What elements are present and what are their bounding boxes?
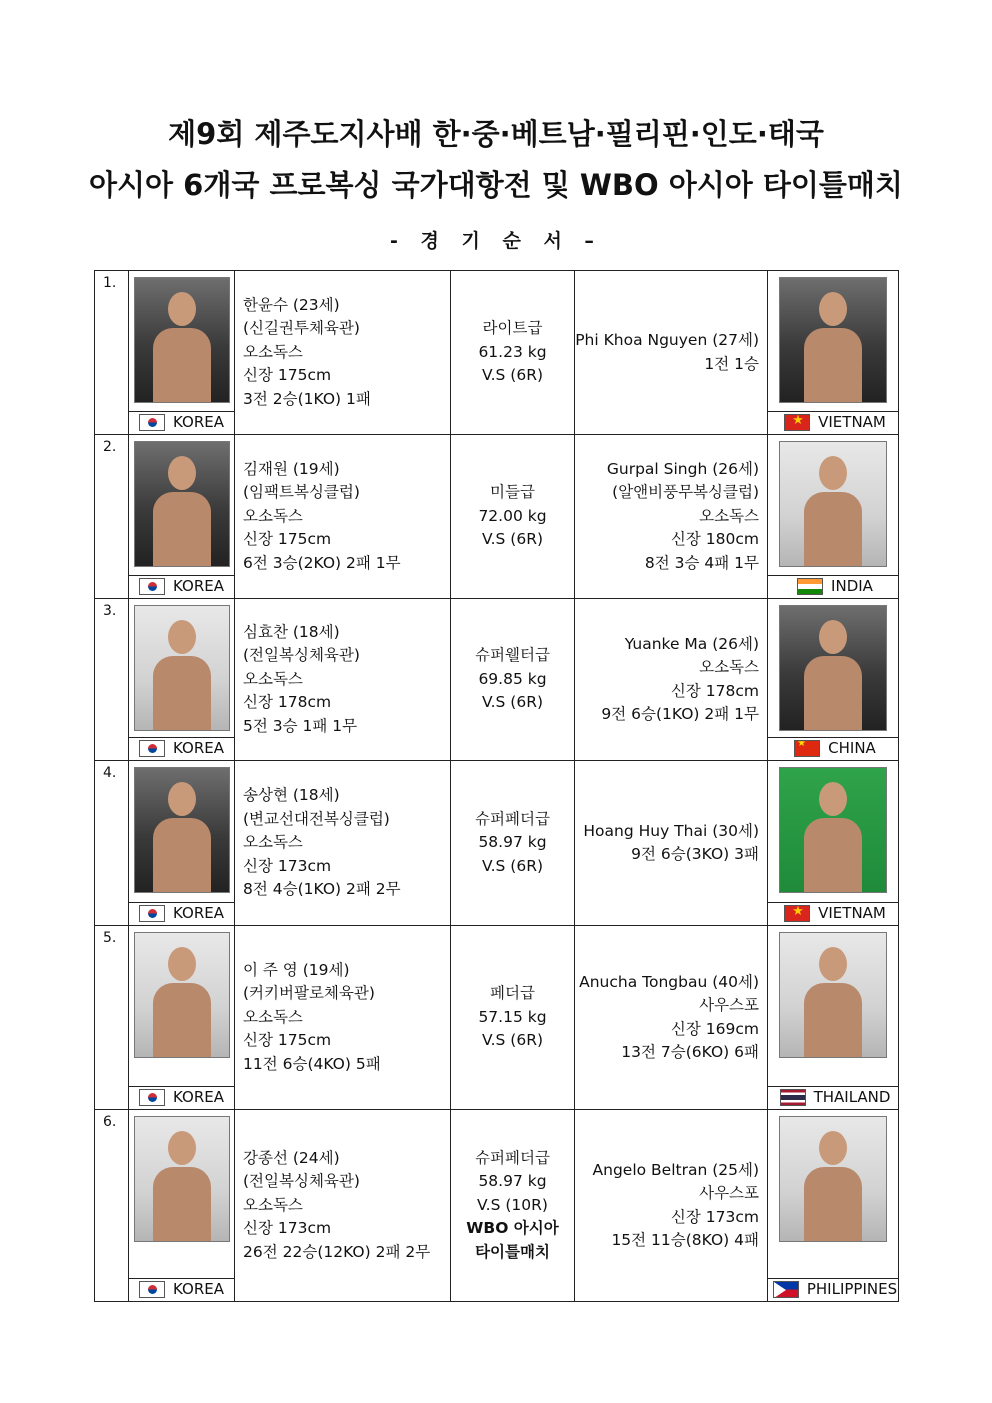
fighter-info-line: 8전 3승 4패 1무 (644, 553, 759, 572)
fighter-photo (134, 932, 230, 1058)
weight-info-line: 페더급 (490, 984, 535, 1003)
fighter-torso (153, 328, 211, 402)
weight-info-line: 58.97 kg (478, 833, 547, 852)
bout-number: 1. (95, 271, 129, 435)
fighter-info-line: 심효찬 (18세) (243, 622, 340, 641)
fighter-torso (153, 656, 211, 730)
country-name: INDIA (831, 577, 873, 595)
country-label (129, 1086, 234, 1107)
country-label (768, 737, 898, 758)
opponent-fighter-photo-cell (768, 435, 899, 599)
fighter-info-line: 3전 2승(1KO) 1패 (243, 389, 371, 408)
fighter-head (819, 947, 847, 981)
fighter-photo (779, 1116, 887, 1242)
fighter-info-line: 1전 1승 (704, 354, 759, 373)
fighter-info-line: 신장 169cm (670, 1019, 759, 1038)
country-label (768, 902, 898, 923)
fighter-info-line: 오소독스 (243, 1195, 303, 1214)
country-label (768, 1086, 898, 1107)
fighter-info-line: 9전 6승(1KO) 2패 1무 (601, 705, 759, 723)
fighter-photo (779, 932, 887, 1058)
weight-class-info (451, 435, 575, 599)
weight-class-info (451, 926, 575, 1110)
fighter-info-line: 신장 175cm (243, 530, 332, 549)
opponent-fighter-photo-cell (768, 926, 899, 1110)
opponent-fighter-info (575, 761, 768, 926)
fighter-torso (804, 1167, 862, 1241)
weight-info-line: V.S (6R) (481, 366, 544, 385)
weight-info-line: 58.97 kg (478, 1172, 547, 1191)
bout-row (95, 926, 899, 1110)
fighter-info-line: 오소독스 (243, 342, 303, 361)
fighter-torso (153, 1167, 211, 1241)
weight-class-info (451, 761, 575, 926)
fighter-photo (134, 767, 230, 893)
fighter-head (168, 947, 196, 981)
bout-row (95, 1110, 899, 1302)
fighter-info-line: 사우스포 (699, 996, 759, 1014)
weight-info-line: 61.23 kg (478, 342, 547, 361)
country-name: KOREA (173, 577, 224, 595)
fighter-head (168, 456, 196, 490)
korean-fighter-photo-cell (129, 926, 235, 1110)
country-label (768, 411, 898, 432)
country-name: THAILAND (813, 1088, 891, 1106)
fighter-info-line: 김재원 (19세) (243, 459, 340, 478)
subtitle: - 경 기 순 서 – (390, 230, 602, 252)
fighter-info-line: 신장 175cm (243, 1031, 332, 1050)
bout-number: 5. (95, 926, 129, 1110)
bout-number: 3. (95, 599, 129, 761)
fighter-head (819, 1131, 847, 1165)
fighter-info-line: 오소독스 (243, 1007, 303, 1026)
fighter-info-line: 강종선 (24세) (243, 1148, 340, 1167)
weight-info-line: V.S (6R) (481, 530, 544, 549)
fighter-photo (779, 605, 887, 731)
weight-info-line: 슈퍼웰터급 (475, 646, 550, 665)
fighter-info-line: (신길권투체육관) (243, 319, 360, 338)
fighter-info-line: 오소독스 (243, 506, 303, 525)
country-label (768, 1278, 898, 1299)
fighter-head (819, 292, 847, 326)
korean-fighter-photo-cell (129, 271, 235, 435)
fighter-info-line: 5전 3승 1패 1무 (243, 716, 358, 735)
fighter-info-line: Yuanke Ma (26세) (624, 634, 759, 653)
fighter-head (168, 1131, 196, 1165)
bout-number: 2. (95, 435, 129, 599)
fighter-info-line: 신장 180cm (670, 530, 759, 549)
flag-korea-icon (139, 905, 165, 922)
weight-info-line: V.S (10R) (477, 1195, 548, 1214)
fighter-info-line: (커키버팔로체육관) (243, 984, 375, 1003)
fighter-info-line: (전일복싱체육관) (243, 1172, 360, 1191)
fighter-info-line: 오소독스 (699, 658, 759, 676)
fighter-info-line: 9전 6승(3KO) 3패 (631, 845, 759, 863)
fighter-info-line: 오소독스 (243, 833, 303, 852)
korean-fighter-info (235, 435, 451, 599)
fighter-torso (153, 492, 211, 566)
fighter-info-line: 26전 22승(12KO) 2패 2무 (243, 1242, 431, 1261)
flag-korea-icon (139, 1281, 165, 1298)
flag-korea-icon (139, 414, 165, 431)
fighter-head (819, 782, 847, 816)
weight-class-info (451, 599, 575, 761)
fighter-info-line: 11전 6승(4KO) 5패 (243, 1054, 381, 1073)
fighter-photo (134, 441, 230, 567)
opponent-fighter-info (575, 271, 768, 435)
opponent-fighter-photo-cell (768, 1110, 899, 1302)
fighter-info-line: (임팩트복싱클럽) (243, 483, 360, 502)
fighter-info-line: 15전 11승(8KO) 4패 (611, 1231, 759, 1249)
bout-number: 4. (95, 761, 129, 926)
fighter-torso (804, 818, 862, 892)
fighter-info-line: 신장 175cm (243, 366, 332, 385)
weight-info-line: V.S (6R) (481, 1031, 544, 1050)
country-name: CHINA (828, 739, 876, 757)
fighter-head (168, 292, 196, 326)
opponent-fighter-info (575, 435, 768, 599)
fighter-info-line: 신장 173cm (243, 1219, 332, 1238)
fighter-photo (779, 767, 887, 893)
fighter-info-line: (알앤비풍무복싱클럽) (612, 483, 759, 502)
korean-fighter-photo-cell (129, 761, 235, 926)
fighter-info-line: 송상현 (18세) (243, 786, 340, 805)
fighter-info-line: 신장 178cm (243, 693, 332, 712)
weight-info-line: 미들급 (490, 483, 535, 502)
flag-philippines-icon (773, 1281, 799, 1298)
country-label (129, 902, 234, 923)
country-name: VIETNAM (818, 413, 886, 431)
fighter-torso (804, 656, 862, 730)
fighter-info-line: Hoang Huy Thai (30세) (583, 821, 759, 840)
weight-info-line: V.S (6R) (481, 856, 544, 875)
weight-class-info (451, 1110, 575, 1302)
weight-info-line: 72.00 kg (478, 506, 547, 525)
bout-row (95, 599, 899, 761)
opponent-fighter-photo-cell (768, 599, 899, 761)
country-label (129, 1278, 234, 1299)
country-label (129, 737, 234, 758)
fighter-head (819, 456, 847, 490)
fighter-info-line: Gurpal Singh (26세) (606, 459, 759, 478)
flag-thailand-icon (780, 1089, 806, 1106)
fighter-info-line: 13전 7승(6KO) 6패 (621, 1043, 759, 1061)
weight-info-line: V.S (6R) (481, 693, 544, 712)
korean-fighter-info (235, 926, 451, 1110)
fighter-info-line: 한윤수 (23세) (243, 295, 340, 314)
opponent-fighter-info (575, 599, 768, 761)
korean-fighter-info (235, 1110, 451, 1302)
country-label (768, 575, 898, 596)
weight-info-line: 슈퍼페더급 (475, 809, 550, 828)
opponent-fighter-photo-cell (768, 271, 899, 435)
flag-korea-icon (139, 740, 165, 757)
fighter-info-line: 이 주 영 (19세) (243, 960, 350, 979)
country-name: KOREA (173, 739, 224, 757)
flag-china-icon (794, 740, 820, 757)
opponent-fighter-info (575, 1110, 768, 1302)
fighter-info-line: 8전 4승(1KO) 2패 2무 (243, 880, 401, 899)
fighter-info-line: 오소독스 (699, 506, 759, 525)
fighter-torso (804, 328, 862, 402)
bout-row (95, 271, 899, 435)
weight-info-line: 타이틀매치 (475, 1242, 550, 1261)
weight-info-line: WBO 아시아 (466, 1219, 559, 1238)
fighter-head (168, 620, 196, 654)
fighter-torso (804, 983, 862, 1057)
weight-info-line: 57.15 kg (478, 1007, 547, 1026)
fighter-torso (804, 492, 862, 566)
korean-fighter-photo-cell (129, 599, 235, 761)
flag-korea-icon (139, 1089, 165, 1106)
weight-info-line: 69.85 kg (478, 669, 547, 688)
korean-fighter-photo-cell (129, 1110, 235, 1302)
country-label (129, 411, 234, 432)
korean-fighter-info (235, 271, 451, 435)
fighter-photo (134, 277, 230, 403)
title-line-1: 제9회 제주도지사배 한·중·베트남·필리핀·인도·태국 (168, 117, 824, 151)
bout-row (95, 435, 899, 599)
title-line-2: 아시아 6개국 프로복싱 국가대항전 및 WBO 아시아 타이틀매치 (89, 168, 903, 202)
country-name: VIETNAM (818, 904, 886, 922)
fighter-photo (779, 277, 887, 403)
country-name: KOREA (173, 413, 224, 431)
fighter-info-line: 6전 3승(2KO) 2패 1무 (243, 553, 401, 572)
fighter-info-line: Anucha Tongbau (40세) (579, 972, 759, 991)
fighter-torso (153, 818, 211, 892)
fighter-head (819, 620, 847, 654)
country-name: PHILIPPINES (806, 1280, 898, 1298)
fighter-info-line: 오소독스 (243, 669, 303, 688)
flag-korea-icon (139, 578, 165, 595)
fighter-torso (153, 983, 211, 1057)
flag-vietnam-icon (784, 905, 810, 922)
fighter-info-line: 신장 173cm (670, 1207, 759, 1226)
fighter-info-line: 사우스포 (699, 1184, 759, 1202)
weight-info-line: 슈퍼페더급 (475, 1148, 550, 1167)
country-label (129, 575, 234, 596)
fighter-photo (134, 1116, 230, 1242)
korean-fighter-info (235, 599, 451, 761)
weight-class-info (451, 271, 575, 435)
bout-number: 6. (95, 1110, 129, 1302)
fighter-info-line: Angelo Beltran (25세) (592, 1160, 759, 1179)
fighter-info-line: 신장 178cm (670, 681, 759, 700)
weight-info-line: 라이트급 (482, 319, 543, 338)
bout-row (95, 761, 899, 926)
country-name: KOREA (173, 1280, 224, 1298)
fighter-photo (779, 441, 887, 567)
flag-india-icon (797, 578, 823, 595)
fighter-info-line: 신장 173cm (243, 856, 332, 875)
country-name: KOREA (173, 1088, 224, 1106)
fighter-head (168, 782, 196, 816)
fighter-info-line: (변교선대전복싱클럽) (243, 809, 390, 828)
country-name: KOREA (173, 904, 224, 922)
fighter-info-line: Phi Khoa Nguyen (27세) (575, 331, 759, 349)
fight-card-table (94, 270, 899, 1302)
opponent-fighter-info (575, 926, 768, 1110)
korean-fighter-photo-cell (129, 435, 235, 599)
korean-fighter-info (235, 761, 451, 926)
flag-vietnam-icon (784, 414, 810, 431)
fighter-info-line: (전일복싱체육관) (243, 646, 360, 665)
opponent-fighter-photo-cell (768, 761, 899, 926)
fighter-photo (134, 605, 230, 731)
